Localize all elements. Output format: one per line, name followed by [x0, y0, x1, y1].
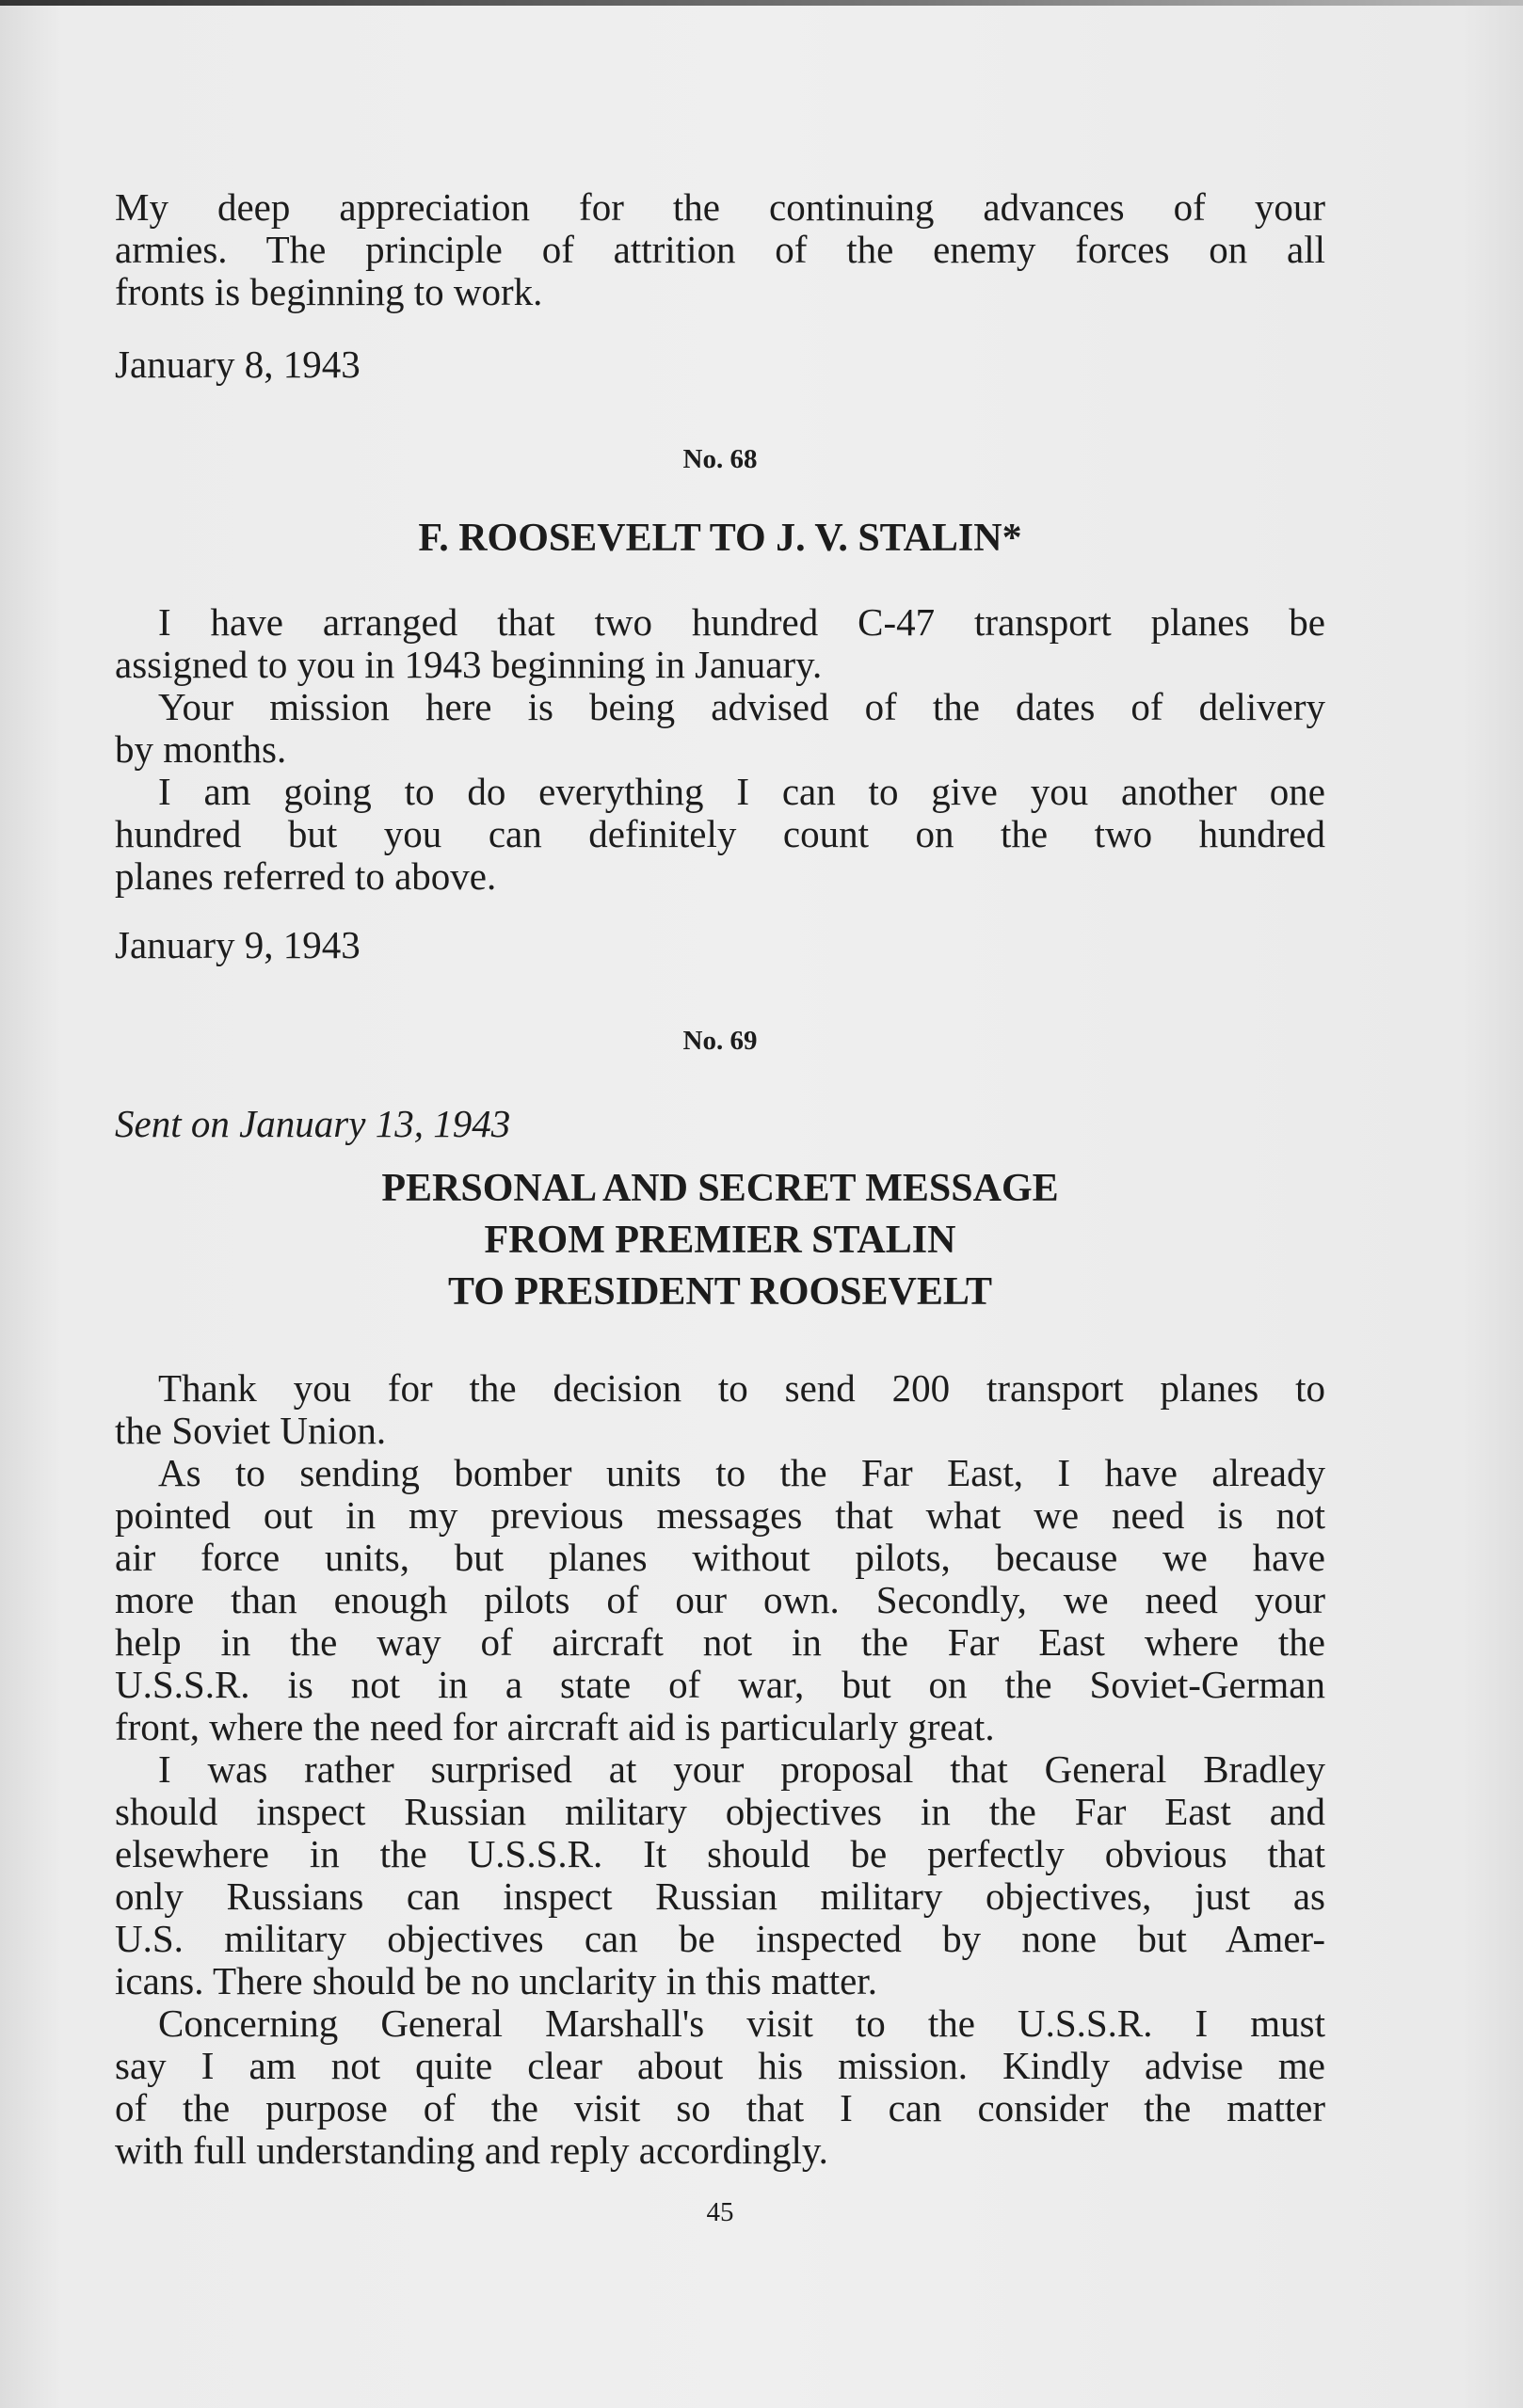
heading-line: FROM PREMIER STALIN [484, 1219, 956, 1262]
heading-line: TO PRESIDENT ROOSEVELT [447, 1270, 993, 1314]
text-line: I am going to do everything I can to give you another one [158, 770, 1325, 813]
text-line: Concerning General Marshall's visit to the U.S.S.R. I must [158, 2001, 1325, 2045]
document-number-68: No. 68 [682, 444, 758, 474]
text-line: front, where the need for aircraft aid is particularly great. [115, 1705, 995, 1748]
text-line: more than enough pilots of our own. Secondly, we need your [115, 1578, 1325, 1621]
paragraph-appreciation [115, 186, 1325, 313]
text-line: planes referred to above. [115, 854, 497, 898]
text-line: say I am not quite clear about his mission. Kindly advise me [115, 2044, 1325, 2087]
text-line: U.S.S.R. is not in a state of war, but on the Soviet-German [115, 1663, 1325, 1706]
document-title-68: F. ROOSEVELT TO J. V. STALIN* [418, 517, 1022, 560]
text-line: air force units, but planes without pilots, because we have [115, 1536, 1325, 1579]
text-line: should inspect Russian military objectives in the Far East and [115, 1790, 1325, 1833]
text-line: Thank you for the decision to send 200 transport planes to [158, 1366, 1325, 1410]
scan-top-edge [0, 0, 1523, 6]
text-line: armies. The principle of attrition of the enemy forces on all [115, 228, 1325, 271]
text-line: My deep appreciation for the continuing advances of your [115, 185, 1325, 229]
text-line: elsewhere in the U.S.S.R. It should be perfectly obvious that [115, 1832, 1325, 1875]
text-line: only Russians can inspect Russian military objectives, just as [115, 1874, 1325, 1918]
text-line: I was rather surprised at your proposal that General Bradley [158, 1747, 1325, 1791]
sent-date: Sent on January 13, 1943 [115, 1102, 511, 1145]
message-body-69 [115, 1367, 1325, 2172]
document-heading-69 [115, 1163, 1325, 1318]
text-line: Your mission here is being advised of the dates of delivery [158, 685, 1325, 728]
text-line: I have arranged that two hundred C-47 transport planes be [158, 600, 1325, 644]
text-line: with full understanding and reply accordingly. [115, 2129, 828, 2172]
text-line: U.S. military objectives can be inspected by none but Amer- [115, 1917, 1325, 1960]
page-number: 45 [706, 2197, 734, 2227]
text-line: hundred but you can definitely count on the two hundred [115, 812, 1325, 855]
text-line: icans. There should be no unclarity in this matter. [115, 1959, 877, 2002]
text-line: the Soviet Union. [115, 1409, 387, 1452]
text-line: assigned to you in 1943 beginning in January. [115, 643, 823, 686]
heading-line: PERSONAL AND SECRET MESSAGE [381, 1167, 1059, 1210]
date-january-8: January 8, 1943 [115, 343, 361, 386]
text-line: fronts is beginning to work. [115, 270, 543, 313]
text-line: As to sending bomber units to the Far East, I have already [158, 1451, 1325, 1494]
text-line: of the purpose of the visit so that I can consider the matter [115, 2086, 1325, 2129]
document-number-69: No. 69 [682, 1026, 758, 1056]
text-line: by months. [115, 727, 287, 771]
date-january-9: January 9, 1943 [115, 923, 361, 966]
text-line: pointed out in my previous messages that what we need is not [115, 1493, 1325, 1537]
message-body-68 [115, 601, 1325, 898]
text-line: help in the way of aircraft not in the Far East where the [115, 1620, 1325, 1664]
